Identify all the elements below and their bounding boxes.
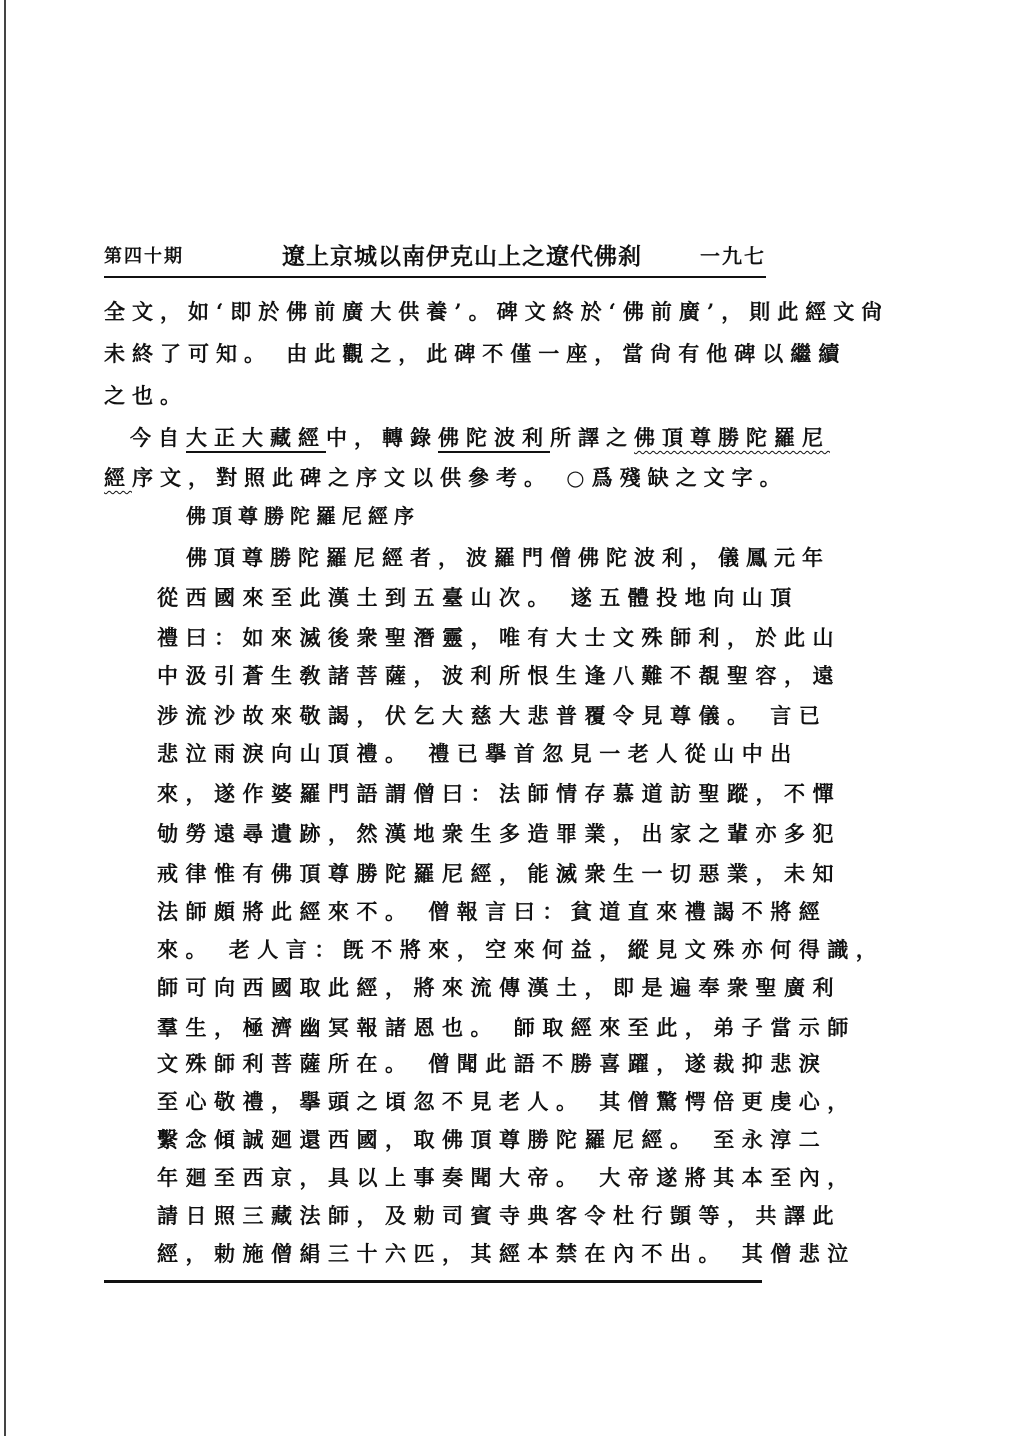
page-edge <box>4 0 6 1436</box>
sutra-title: 佛頂尊勝陀羅尼 <box>634 425 830 450</box>
quote-line: 來，遂作婆羅門語謂僧曰：法師情存慕道訪聖蹤，不憚 <box>157 781 841 806</box>
quote-line: 悲泣雨淚向山頂禮。 禮已擧首忽見一老人從山中出 <box>157 741 799 766</box>
quote-line: 至心敬禮，擧頭之頃忽不見老人。 其僧驚愕倍更虔心， <box>157 1089 856 1114</box>
text-segment: 所譯之 <box>550 425 634 450</box>
quote-line: 文殊師利菩薩所在。 僧聞此語不勝喜躍，遂裁抑悲淚 <box>157 1051 828 1076</box>
quote-line: 經，勅施僧絹三十六匹，其經本禁在內不出。 其僧悲泣 <box>157 1241 856 1266</box>
article-title: 遼上京城以南伊克山上之遼代佛刹 <box>282 243 642 270</box>
quote-line: 繫念傾誠廻還西國，取佛頂尊勝陀羅尼經。 至永淳二 <box>157 1127 828 1152</box>
text-segment: 今自 <box>130 425 186 450</box>
quote-line: 從西國來至此漢土到五臺山次。 遂五體投地向山頂 <box>157 585 799 610</box>
quote-line: 來。 老人言：旣不將來，空來何益，縱見文殊亦何得識， <box>157 937 885 962</box>
quote-line: 師可向西國取此經，將來流傳漢土，即是遍奉衆聖廣利 <box>157 975 841 1000</box>
text-line: 之也。 <box>104 383 188 408</box>
text-segment: 序文，對照此碑之序文以供參考。 ○爲殘缺之文字。 <box>132 465 788 490</box>
page-number: 一九七 <box>700 244 766 268</box>
text-segment: 中，轉錄 <box>326 425 438 450</box>
text-line <box>130 422 830 452</box>
source-title: 大正大藏經 <box>186 425 326 453</box>
quote-line: 佛頂尊勝陀羅尼經者，波羅門僧佛陀波利，儀鳳元年 <box>186 545 830 570</box>
quote-line: 戒律惟有佛頂尊勝陀羅尼經，能滅衆生一切惡業，未知 <box>157 861 841 886</box>
quote-line: 劬勞遠尋遺跡，然漢地衆生多造罪業，出家之輩亦多犯 <box>157 821 841 846</box>
quote-line: 請日照三藏法師，及勅司賓寺典客令杜行顗等，共譯此 <box>157 1203 841 1228</box>
issue-label: 第四十期 <box>104 246 184 267</box>
quote-line: 年廻至西京，具以上事奏聞大帝。 大帝遂將其本至內， <box>157 1165 856 1190</box>
sutra-title-end: 經 <box>104 465 132 490</box>
running-header <box>104 228 766 272</box>
text-line: 未終了可知。 由此觀之，此碑不僅一座，當尙有他碑以繼續 <box>104 341 847 366</box>
quote-line: 禮曰：如來滅後衆聖潛靈，唯有大士文殊師利，於此山 <box>157 625 841 650</box>
quoted-preface-title: 佛頂尊勝陀羅尼經序 <box>186 504 420 528</box>
footer-rule <box>104 1280 762 1283</box>
header-rule <box>104 276 766 278</box>
text-line <box>104 462 788 492</box>
text-line: 全文，如‘即於佛前廣大供養’。碑文終於‘佛前廣’，則此經文尙 <box>104 299 890 324</box>
quote-line: 法師頗將此經來不。 僧報言曰：貧道直來禮謁不將經 <box>157 899 828 924</box>
translator-name: 佛陀波利 <box>438 425 550 453</box>
quote-line: 羣生，極濟幽冥報諸恩也。 師取經來至此，弟子當示師 <box>157 1015 856 1040</box>
quote-line: 中汲引蒼生敎諸菩薩，波利所恨生逢八難不覩聖容，遠 <box>157 663 841 688</box>
quote-line: 涉流沙故來敬謁，伏乞大慈大悲普覆令見尊儀。 言已 <box>157 703 828 728</box>
